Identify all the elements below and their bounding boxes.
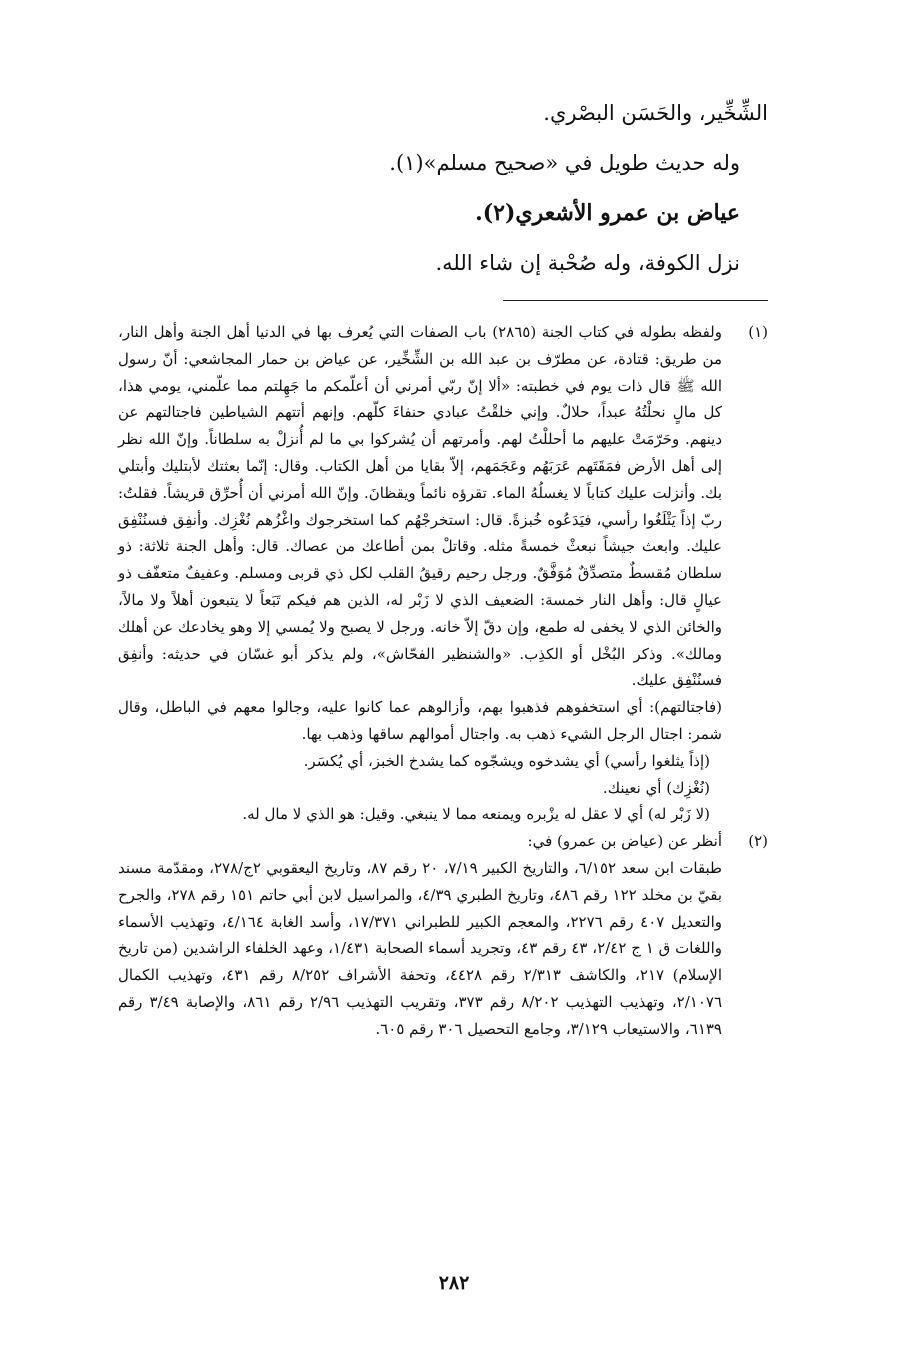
page-body [118, 88, 768, 1043]
biography-heading: عياض بن عمرو الأشعري(٢). [475, 200, 740, 226]
main-line-2: وله حديث طويل في «صحيح مسلم»(١). [389, 151, 740, 175]
footnote-number: (١) [748, 323, 768, 341]
footnote-paragraph: (لا زَبْر له) أي لا عقل له يزْبره ويمنعه مما لا ينبغي. وقيل: هو الذي لا مال له. [242, 805, 710, 824]
main-line-4: نزل الكوفة، وله صُحْبة إن شاء الله. [435, 251, 740, 275]
page-number: ٢٨٢ [438, 1272, 470, 1294]
footnote-paragraph: أنظر عن (عياض بن عمرو) في: [527, 832, 722, 851]
footnote-separator [503, 300, 768, 301]
footnote-paragraph: (إذاً يثلغوا رأسي) أي يشدخوه ويشجّوه كما يشدخ الخبز، أي يُكسَر. [303, 751, 710, 770]
footnote-paragraph: (نُغْزِك) أي نعينك. [602, 778, 710, 797]
footnote-paragraph: ولفظه بطوله في كتاب الجنة (٢٨٦٥) باب الصفات التي يُعرف بها في الدنيا أهل الجنة وأهل النار، من طريق: قتادة، عن مطرّف بن عبد الله بن الشِّخِّير، عن عياض بن حمار المجاشعي: أنّ رسول الله ﷺ قال ذات يوم في خطبته: «ألا إنّ ربّي أمرني أن أعلّمكم ما جَهِلتم مما علّمني، يومي هذا، كل مالٍ نحلْتُهُ عبداً، حلالٌ. وإني خلقْتُ عبادي حنفاءَ كلّهم. وإنهم أتتهم الشياطين فاجتالتهم عن دينهم. وحَرّمَتْ عليهم ما أحللْتُ لهم. وأمرتهم أن يُشركوا بي ما لم أُنزلْ به سلطاناً. وإنّ الله نظر إلى أهل الأرض فمَقَتَهم عَرَبَهُم وعَجَمَهم، إلاّ بقايا من أهل الكتاب. وقال: إنّما بعثتك لأبتليك وأبتلي بك. وأنزلت عليك كتاباً لا يغسلُهُ الماء. تقرؤه نائماً ويقظانَ. وإنّ الله أمرني أن أُحرِّق قريشاً. فقلتُ: ربّ إذاً يَثْلَغُوا رأسي، فيَدَعُوه خُبزةً. قال: استخرجْهُم كما استخرجوك واغْزُهم نُغْزِك. وأنفِق فسنُنْفِق عليك. وابعث جيشاً نبعثْ خمسةً مثله. وقاتلْ بمن أطاعك من عصاك. قال: وأهل الجنة ثلاثة: ذو سلطان مُقسطٌ متصدِّقٌ مُوَفَّقٌ. ورجل رحيم رقيقُ القلب لكل ذي قربى ومسلم. وعفيفٌ متعفّف ذو عيالٍ قال: وأهل النار خمسة: الضعيف الذي لا زَبْر له، الذين هم فيكم تَبَعاً لا يتبعون أهلاً ولا مالاً، والخائن الذي لا يخفى له طمع، وإن دقّ إلاّ خانه. ورجل لا يصبح ولا يُمسي إلا وهو يخادعك عن أهلك ومالك». وذكر البُخْل أو الكذِب. «والشنظير الفحّاش»، ولم يذكر أبو غسّان في حديثه: وأنفِق فسنُنْفِق عليك. [118, 323, 722, 690]
footnote-1 [118, 319, 768, 828]
footnotes [118, 319, 768, 1043]
main-text [118, 88, 768, 288]
footnote-paragraph: طبقات ابن سعد ٦/١٥٢، والتاريخ الكبير ٧/١٩، ٢٠ رقم ٨٧، وتاريخ اليعقوبي ٢ج/٢٧٨، ومقدّمة مسند بقيّ بن مخلد ١٢٢ رقم ٤٨٦، وتاريخ الطبري ٤/٣٩، والمراسيل لابن أبي حاتم ١٥١ رقم ٢٧٨، والجرح والتعديل ٤٠٧ رقم ٢٢٧٦، والمعجم الكبير للطبراني ١٧/٣٧١، وأسد الغابة ٤/١٦٤، وتهذيب الأسماء واللغات ق ١ ج ٢/٤٢، ٤٣ رقم ٤٣، وتجريد أسماء الصحابة ١/٤٣١، وعهد الخلفاء الراشدين (من تاريخ الإسلام) ٢١٧، والكاشف ٢/٣١٣ رقم ٤٤٢٨، وتحفة الأشراف ٨/٢٥٢ رقم ٤٣١، وتهذيب الكمال ٢/١٠٧٦، وتهذيب التهذيب ٨/٢٠٢ رقم ٣٧٣، وتقريب التهذيب ٢/٩٦ رقم ٨٦١، والإصابة ٣/٤٩ رقم ٦١٣٩، والاستيعاب ٣/١٢٩، وجامع التحصيل ٣٠٦ رقم ٦٠٥. [118, 858, 723, 1038]
footnote-paragraph: (فاجتالتهم): أي استخفوهم فذهبوا بهم، وأزالوهم عما كانوا عليه، وجالوا معهم في الباطل، وقال شمر: اجتال الرجل الشيء ذهب به. واجتال أموالهم ساقها وذهب بها. [118, 698, 722, 743]
footnote-2 [118, 828, 768, 1042]
main-line-1: الشِّخِّير، والحَسَن البصْري. [543, 101, 768, 125]
footnote-number: (٢) [748, 832, 768, 851]
